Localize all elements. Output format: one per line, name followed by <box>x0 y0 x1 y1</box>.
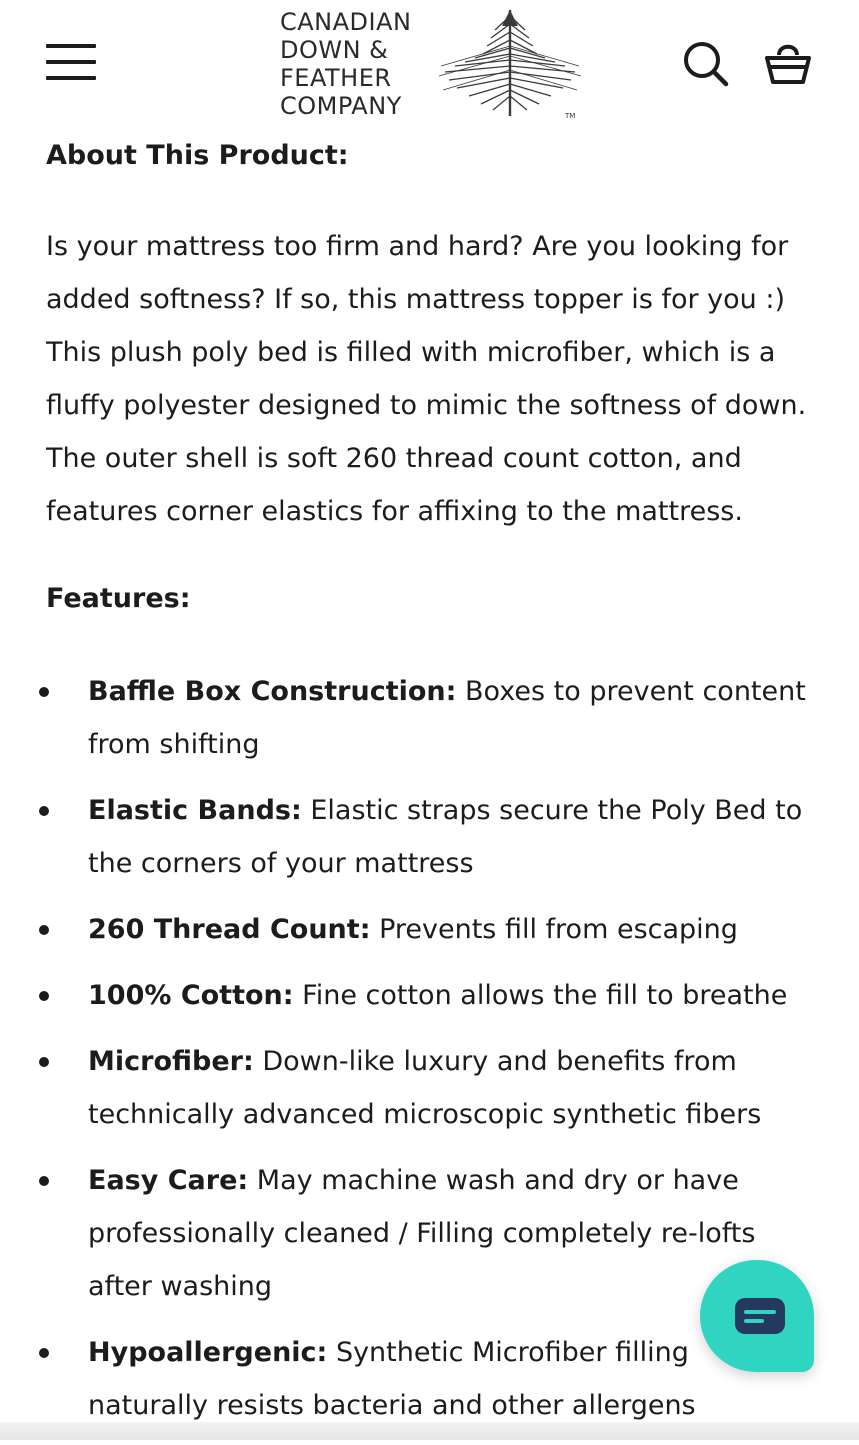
feature-title: 260 Thread Count: <box>88 914 371 945</box>
feature-text: Synthetic Microfiber filling naturally resists bacteria and other allergens <box>88 1337 696 1421</box>
logo-wordmark <box>280 8 440 120</box>
feature-title: Microfiber: <box>88 1046 254 1077</box>
bullet-icon <box>39 806 49 816</box>
feature-title: Easy Care: <box>88 1165 249 1196</box>
feature-title: Baffle Box Construction: <box>88 676 457 707</box>
list-item <box>46 1326 816 1432</box>
list-item <box>46 784 816 890</box>
about-text: Is your mattress too firm and hard? Are you looking for added softness? If so, this mattress topper is for you :) This plush poly bed is filled with microfiber, which is a fluffy polyester designed to mimic the softness of down. The outer shell is soft 260 thread count cotton, and features corner elastics for affixing to the mattress. <box>46 231 807 527</box>
features-heading: Features: <box>46 583 191 614</box>
logo-trademark: TM <box>565 112 576 120</box>
list-item <box>46 665 816 771</box>
bullet-icon <box>39 1176 49 1186</box>
feature-text: May machine wash and dry or have professionally cleaned / Filling completely re-lofts after washing <box>88 1165 756 1302</box>
logo-line: DOWN & <box>280 36 389 64</box>
feature-title: Elastic Bands: <box>88 795 302 826</box>
feature-title: 100% Cotton: <box>88 980 294 1011</box>
about-heading: About This Product: <box>46 140 349 171</box>
chat-launcher-button[interactable] <box>700 1260 814 1372</box>
bullet-icon <box>39 1057 49 1067</box>
feature-text: Boxes to prevent content from shifting <box>88 676 806 760</box>
maple-leaf-icon <box>435 6 585 122</box>
bullet-icon <box>39 1348 49 1358</box>
bullet-icon <box>39 687 49 697</box>
feature-text: Prevents fill from escaping <box>370 914 738 945</box>
list-item <box>46 969 816 1022</box>
feature-title: Hypoallergenic: <box>88 1337 328 1368</box>
product-description <box>46 134 816 1421</box>
list-item <box>46 903 816 956</box>
logo-line: FEATHER <box>280 64 392 92</box>
feature-text: Down-like luxury and benefits from technically advanced microscopic synthetic fibers <box>88 1046 762 1130</box>
search-icon[interactable] <box>680 38 730 88</box>
hamburger-menu-icon[interactable] <box>44 40 98 84</box>
bullet-icon <box>39 991 49 1001</box>
browser-bottom-edge <box>0 1422 859 1440</box>
logo-line: COMPANY <box>280 92 402 120</box>
logo-line: CANADIAN <box>280 8 412 36</box>
bullet-icon <box>39 925 49 935</box>
cart-basket-icon[interactable] <box>762 36 814 88</box>
feature-text: Fine cotton allows the fill to breathe <box>293 980 788 1011</box>
list-item <box>46 1035 816 1141</box>
site-header <box>0 0 859 128</box>
brand-logo[interactable] <box>280 6 585 122</box>
chat-bubble-icon <box>735 1298 785 1334</box>
list-item <box>46 1154 816 1313</box>
feature-text: Elastic straps secure the Poly Bed to the corners of your mattress <box>88 795 803 879</box>
